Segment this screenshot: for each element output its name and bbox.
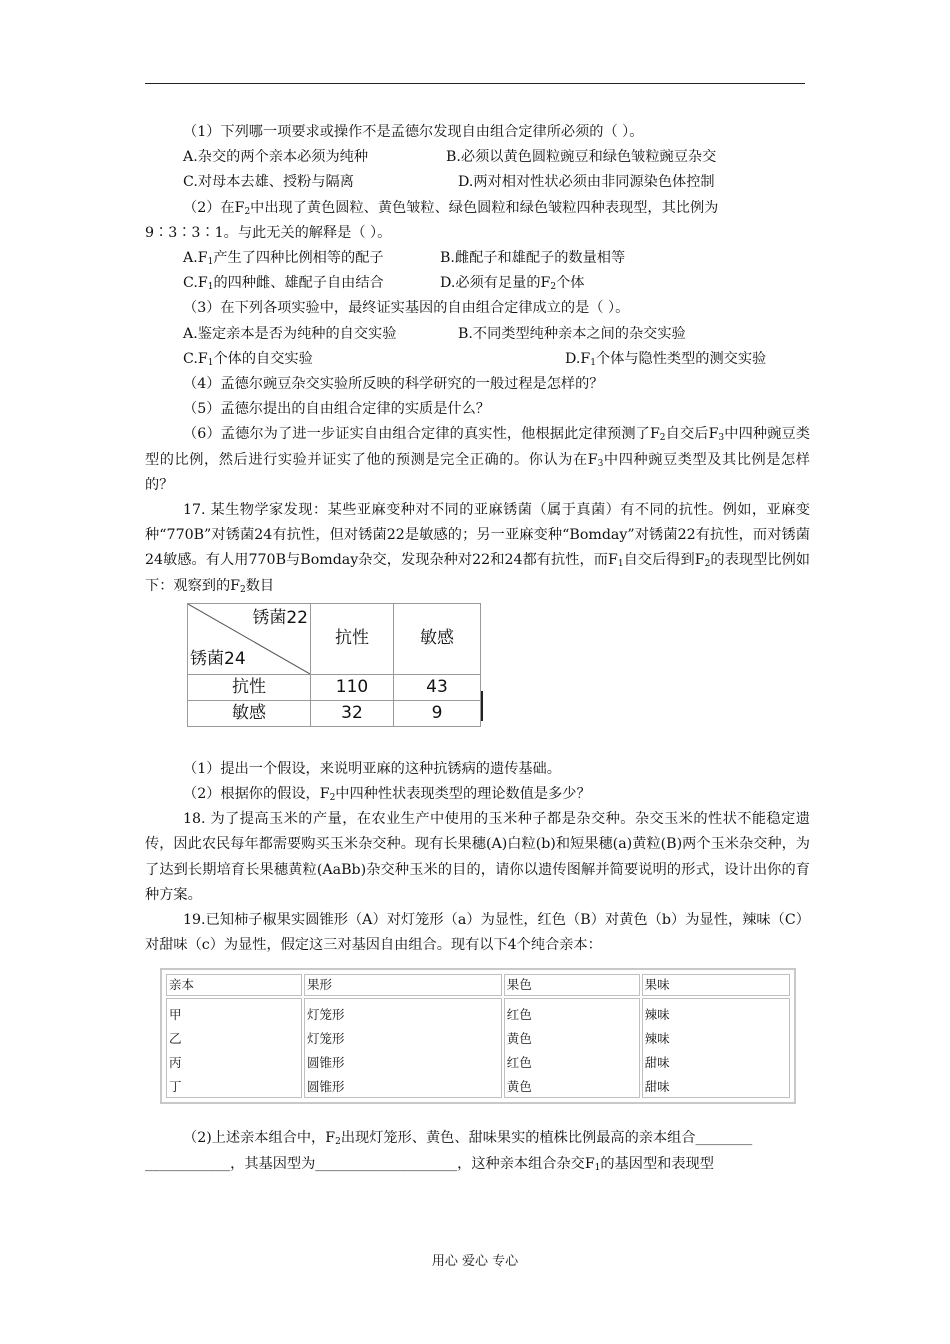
q16-sub3-options-ab	[145, 322, 810, 347]
q16-sub3-option-c: $C.F_1$个体的自交实验	[183, 350, 313, 368]
q16-sub2-option-b: B.雌配子和雄配子的数量相等	[440, 250, 626, 267]
pepper-header-cell: 亲本	[166, 974, 302, 996]
pepper-col-color: 红色 黄色 红色 黄色	[504, 998, 640, 1098]
q16-sub1-option-b: B.必须以黄色圆粒豌豆和绿色皱粒豌豆杂交	[446, 149, 717, 166]
rust-row	[188, 701, 481, 727]
rust-row-label: 敏感	[188, 701, 311, 727]
pepper-col-shape: 灯笼形 灯笼形 圆锥形 圆锥形	[304, 998, 502, 1098]
q16-sub3-options-cd	[145, 347, 810, 372]
q16-sub2-option-a: $A.F_1$产生了四种比例相等的配子	[183, 250, 384, 268]
q17-sub2: （2）根据你的假设，$F_2$中四种性状表现类型的理论数值是多少？	[183, 786, 591, 804]
pepper-col-parent: 甲 乙 丙 丁	[166, 998, 302, 1098]
rust-cell: 110	[311, 674, 394, 700]
pepper-header-row	[166, 974, 790, 996]
rust-cell: 9	[394, 701, 481, 727]
rust-table-corner	[188, 603, 311, 674]
q16-sub3-option-b: B.不同类型纯种亲本之间的杂交实验	[458, 325, 686, 342]
rust-row	[188, 674, 481, 700]
pepper-header-cell: 果味	[642, 974, 790, 996]
q16-sub1-options-ab	[145, 145, 810, 170]
rust-cell: 43	[394, 674, 481, 700]
rust-table	[187, 603, 481, 727]
q16-sub1-options-cd	[145, 170, 810, 195]
q16-sub4: （4）孟德尔豌豆杂交实验所反映的科学研究的一般过程是怎样的？	[183, 376, 604, 393]
q16-sub2-stem: （2）在$F_2$中出现了黄色圆粒、黄色皱粒、绿色圆粒和绿色皱粒四种表现型，其比例为	[183, 199, 719, 217]
pepper-header-cell: 果色	[504, 974, 640, 996]
q19-sub2-cont: ____________，其基因型为____________________，这种亲本组合杂交$F_1$的基因型和表现型	[145, 1155, 714, 1173]
q16-sub2-stem-cont: 9∶3∶3∶1。与此无关的解释是（ ）。	[145, 224, 392, 241]
pepper-header-cell: 果形	[304, 974, 502, 996]
pepper-col-taste: 辣味 辣味 甜味 甜味	[642, 998, 790, 1098]
q16-sub3-option-a: A.鉴定亲本是否为纯种的自交实验	[183, 325, 397, 342]
q16-sub2-option-d: D.必须有足量的$F_2$个体	[440, 275, 585, 293]
q16-sub2-option-c: $C.F_1$的四种雌、雄配子自由结合	[183, 275, 384, 293]
rust-corner-bottom: 锈菌24	[190, 648, 246, 669]
q17-sub1: （1）提出一个假设，来说明亚麻的这种抗锈病的遗传基础。	[183, 760, 561, 777]
rust-row-label: 抗性	[188, 674, 311, 700]
q16-sub2-options-cd	[145, 271, 810, 296]
q19-sub2: （2)上述亲本组合中，$F_2$出现灯笼形、黄色、甜味果实的植株比例最高的亲本组合________	[183, 1130, 753, 1148]
rust-col-header: 抗性	[311, 603, 394, 674]
q16-sub1-option-c: C.对母本去雄、授粉与隔离	[183, 174, 354, 191]
q16-sub1-option-a: A.杂交的两个亲本必须为纯种	[183, 149, 369, 166]
rust-cell: 32	[311, 701, 394, 727]
header-rule	[145, 83, 805, 84]
q16-sub3-stem: （3）在下列各项实验中，最终证实基因的自由组合定律成立的是（ ）。	[183, 300, 630, 317]
q16-sub3-option-d: $D.F_1$个体与隐性类型的测交实验	[565, 350, 767, 368]
q16-sub6: （6）孟德尔为了进一步证实自由组合定律的真实性，他根据此定律预测了$F_2$自交后$F_3$中四种豌豆类型的比例，然后进行实验并证实了他的预测是完全正确的。你认为在$F_3$中四种豌豆类型及其比例是怎样的？	[145, 426, 810, 493]
pepper-body-row	[166, 998, 790, 1098]
q16-sub1-stem: （1）下列哪一项要求或操作不是孟德尔发现自由组合定律所必须的（ ）。	[183, 124, 644, 140]
pepper-table	[164, 972, 792, 1100]
rust-col-header: 敏感	[394, 603, 481, 674]
rust-table-image	[187, 603, 487, 723]
q16-sub5: （5）孟德尔提出的自由组合定律的实质是什么？	[183, 401, 490, 418]
document-body	[145, 120, 810, 1177]
q17-text: 17. 某生物学家发现：某些亚麻变种对不同的亚麻锈菌（属于真菌）有不同的抗性。例如，亚麻变种“770B”对锈菌24有抗性，但对锈菌22是敏感的；另一亚麻变种“Bomday”对锈菌22有抗性，而对锈菌24敏感。有人用770B与Bomday杂交，发现杂种对22和24都有抗性，而$F_1$自交后得到$F_2$的表现型比例如下：观察到的$F_2$数目	[145, 502, 810, 595]
q16-sub2-options-ab	[145, 246, 810, 271]
page-footer: 用心 爱心 专心	[431, 1254, 519, 1269]
rust-corner-top: 锈菌22	[252, 607, 308, 628]
q16-sub1-option-d: D.两对相对性状必须由非同源染色体控制	[458, 174, 715, 191]
image-edge-mark	[481, 691, 483, 721]
q19-text: 19.已知柿子椒果实圆锥形（A）对灯笼形（a）为显性，红色（B）对黄色（b）为显性，辣味（C）对甜味（c）为显性，假定这三对基因自由组合。现有以下4个纯合亲本：	[145, 912, 810, 954]
q18-text: 18. 为了提高玉米的产量，在农业生产中使用的玉米种子都是杂交种。杂交玉米的性状不能稳定遗传，因此农民每年都需要购买玉米杂交种。现有长果穗(A)白粒(b)和短果穗(a)黄粒(B)两个玉米杂交种，为了达到长期培育长果穗黄粒(AaBb)杂交种玉米的目的，请你以遗传图解并简要说明的形式，设计出你的育种方案。	[145, 811, 810, 903]
pepper-table-frame	[160, 968, 796, 1104]
